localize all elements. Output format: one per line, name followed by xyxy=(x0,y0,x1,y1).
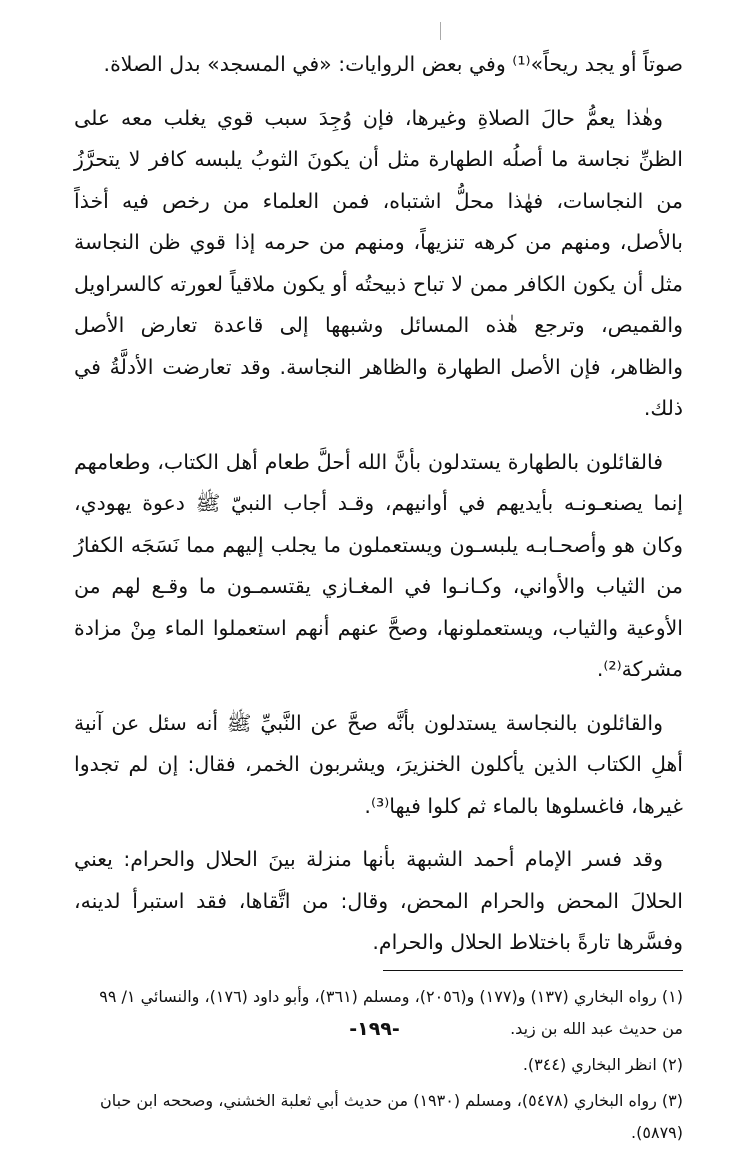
top-margin-mark xyxy=(440,22,441,40)
paragraph-2: وهٰذا يعمُّ حالَ الصلاةِ وغيرها، فإن وُجِدَ سبب قوي يغلب معه على الظنِّ نجاسة ما أصلُه الطهارة مثل أن يكونَ الثوبُ يلبسه كافر لا يتحرَّزُ من النجاسات، فهٰذا محلُّ اشتباه، فمن العلماء من رخص فيه أخذاً بالأصل، ومنهم من كرهه تنزيهاً، ومنهم من حرمه إذا قوي ظن النجاسة مثل أن يكون الكافر ممن لا تباح ذبيحتُه أو يكون ملاقياً لعورته كالسراويل والقميص، وترجع هٰذه المسائل وشبهها إلى قاعدة تعارض الأصل والظاهر، فإن الأصل الطهارة والظاهر النجاسة. وقد تعارضت الأدلَّةُ في ذلك. xyxy=(74,105,683,420)
footnote-separator xyxy=(383,970,683,971)
paragraph-1: صوتاً أو يجد ريحاً»⁽¹⁾ وفي بعض الروايات: «في المسجد» بدل الصلاة. xyxy=(103,52,683,76)
main-text xyxy=(74,44,683,964)
paragraph-3: فالقائلون بالطهارة يستدلون بأنَّ الله أحلَّ طعام أهل الكتاب، وطعامهم إنما يصنعـونـه بأيديهم في أوانيهم، وقـد أجاب النبيّ ﷺ دعوة يهودي، وكان هو وأصحـابـه يلبسـون ويستعملون ما يجلب إليهم مما نَسَجَه الكفارُ من الثياب والأواني، وكـانـوا في المغـازي يقتسمـون ما وقـع لهم من الأوعية والثياب، ويستعملونها، وصحَّ عنهم أنهم استعملوا الماء مِنْ مزادة مشركة⁽²⁾. xyxy=(74,449,683,681)
footnotes xyxy=(74,981,683,1149)
page-number: -١٩٩- xyxy=(349,1018,400,1040)
paragraph-4: والقائلون بالنجاسة يستدلون بأنَّه صحَّ عن النَّبيِّ ﷺ أنه سئل عن آنية أهلِ الكتاب الذين يأكلون الخنزيرَ، ويشربون الخمر، فقال: إن لم تجدوا غيرها، فاغسلوها بالماء ثم كلوا فيها⁽³⁾. xyxy=(74,710,683,818)
paragraph-5: وقد فسر الإمام أحمد الشبهة بأنها منزلة بينَ الحلال والحرام: يعني الحلالَ المحض والحرام المحض، وقال: من اتَّقاها، فقد استبرأ لدينه، وفسَّرها تارةً باختلاط الحلال والحرام. xyxy=(74,847,683,954)
footnote-1: (١) رواه البخاري (١٣٧) و(١٧٧) و(٢٠٥٦)، ومسلم (٣٦١)، وأبو داود (١٧٦)، والنسائي ١/ ٩٩ من حديث عبد الله بن زيد. xyxy=(99,986,683,1038)
footnote-2: (٢) انظر البخاري (٣٤٤). xyxy=(522,1054,683,1074)
footnote-3: (٣) رواه البخاري (٥٤٧٨)، ومسلم (١٩٣٠) من حديث أبي ثعلبة الخشني، وصححه ابن حبان (٥٨٧٩). xyxy=(99,1090,683,1142)
